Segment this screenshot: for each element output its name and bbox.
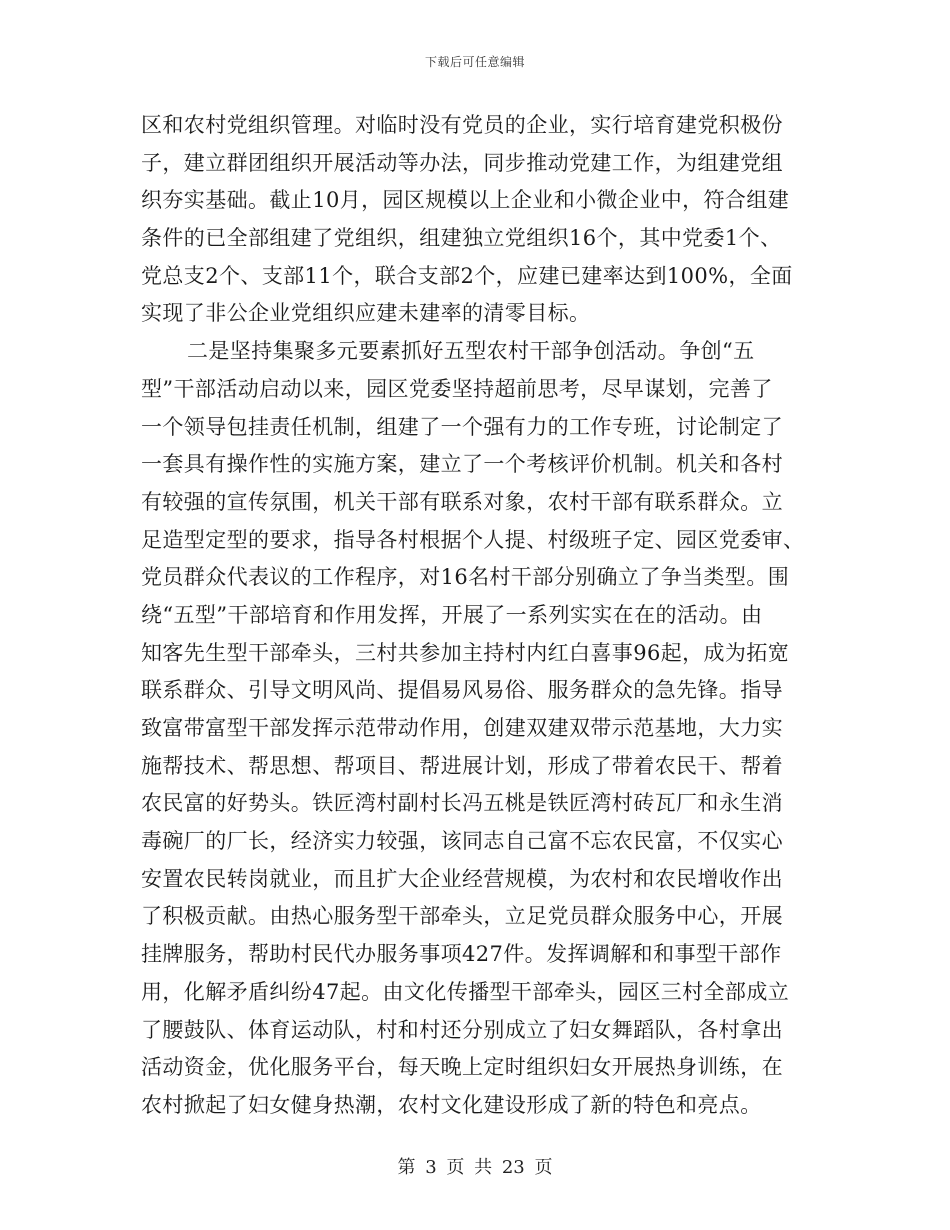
page-header: 下载后可任意编辑 bbox=[424, 55, 525, 69]
text-line: 致富带富型干部发挥示范带动作用，创建双建双带示范基地，大力实 bbox=[141, 716, 783, 740]
text-line: 党员群众代表议的工作程序，对16名村干部分别确立了争当类型。围 bbox=[141, 565, 790, 590]
text-line: 知客先生型干部牵头，三村共参加主持村内红白喜事96起，成为拓宽 bbox=[141, 640, 790, 665]
text-line: 一个领导包挂责任机制，组建了一个强有力的工作专班，讨论制定了 bbox=[141, 414, 783, 439]
text-line: 区和农村党组织管理。对临时没有党员的企业，实行培育建党积极份 bbox=[141, 113, 783, 137]
text-line: 挂牌服务，帮助村民代办服务事项427件。发挥调解和和事型干部作 bbox=[141, 942, 782, 967]
text-line: 了腰鼓队、体育运动队，村和村还分别成立了妇女舞蹈队，各村拿出 bbox=[141, 1017, 783, 1042]
text-line: 施帮技术、帮思想、帮项目、帮进展计划，形成了带着农民干、帮着 bbox=[141, 753, 783, 778]
text-line: 条件的已全部组建了党组织，组建独立党组织16个，其中党委1个、 bbox=[141, 226, 782, 251]
text-line: 足造型定型的要求，指导各村根据个人提、村级班子定、园区党委审、 bbox=[141, 527, 805, 552]
paragraph-start-line: 二是坚持集聚多元要素抓好五型农村干部争创活动。争创“五 bbox=[187, 339, 755, 364]
text-line: 用，化解矛盾纠纷47起。由文化传播型干部牵头，园区三村全部成立 bbox=[141, 979, 790, 1004]
text-line: 绕“五型”干部培育和作用发挥，开展了一系列实实在在的活动。由 bbox=[141, 602, 763, 627]
document-body bbox=[141, 107, 805, 1125]
text-line: 农村掀起了妇女健身热潮，农村文化建设形成了新的特色和亮点。 bbox=[141, 1092, 762, 1117]
text-line: 活动资金，优化服务平台，每天晚上定时组织妇女开展热身训练，在 bbox=[141, 1055, 783, 1080]
text-line: 了积极贡献。由热心服务型干部牵头，立足党员群众服务中心，开展 bbox=[141, 904, 783, 929]
page-number-footer: 第 3 页 共 23 页 bbox=[397, 1157, 553, 1178]
text-line: 联系群众、引导文明风尚、提倡易风易俗、服务群众的急先锋。指导 bbox=[141, 678, 783, 703]
text-line: 党总支2个、支部11个，联合支部2个，应建已建率达到100%，全面 bbox=[141, 263, 793, 288]
text-line: 农民富的好势头。铁匠湾村副村长冯五桃是铁匠湾村砖瓦厂和永生消 bbox=[141, 791, 783, 816]
text-line: 子，建立群团组织开展活动等办法，同步推动党建工作，为组建党组 bbox=[141, 150, 783, 175]
text-line: 实现了非公企业党组织应建未建率的清零目标。 bbox=[141, 301, 591, 326]
text-line: 织夯实基础。截止10月，园区规模以上企业和小微企业中，符合组建 bbox=[141, 188, 790, 213]
text-line: 毒碗厂的厂长，经济实力较强，该同志自己富不忘农民富，不仅实心 bbox=[141, 829, 783, 854]
text-line: 一套具有操作性的实施方案，建立了一个考核评价机制。机关和各村 bbox=[141, 452, 783, 477]
text-line: 有较强的宣传氛围，机关干部有联系对象，农村干部有联系群众。立 bbox=[141, 489, 783, 514]
text-line: 型”干部活动启动以来，园区党委坚持超前思考，尽早谋划，完善了 bbox=[141, 376, 773, 401]
text-line: 安置农民转岗就业，而且扩大企业经营规模，为农村和农民增收作出 bbox=[141, 866, 783, 891]
